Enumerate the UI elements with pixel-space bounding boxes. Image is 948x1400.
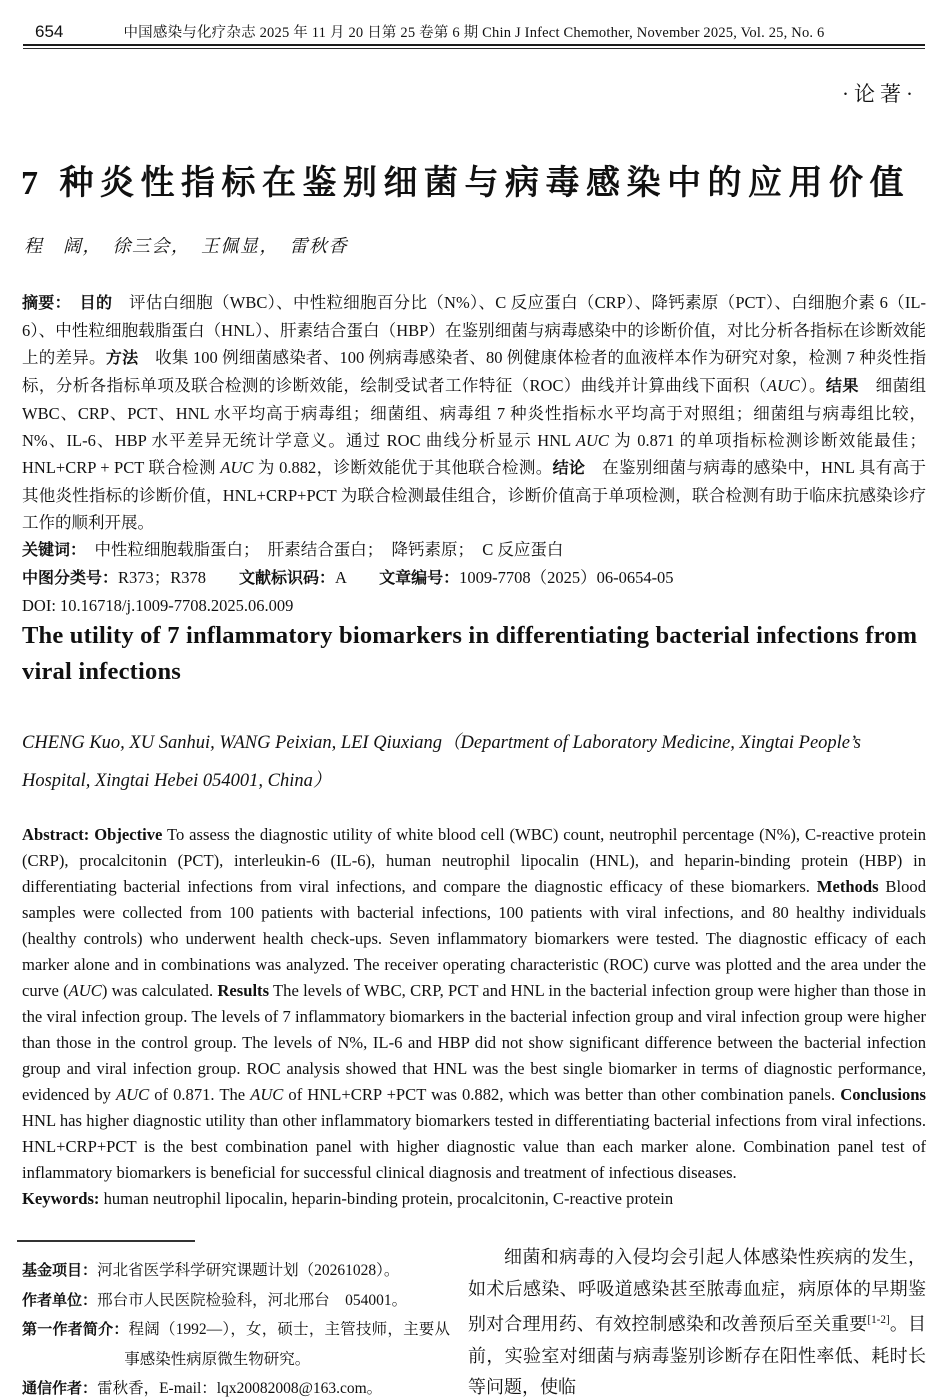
journal-header-line: 中国感染与化疗杂志 2025 年 11 月 20 日第 25 卷第 6 期 Chin J Infect Chemother, November 2025, Vol. 25, No. 6 [123,25,825,41]
classification-line: 中图分类号：R373；R378 文献标识码：A 文章编号：1009-7708（2025）06-0654-05 [22,568,674,587]
abstract-en-text: Abstract: Objective To assess the diagnostic utility of white blood cell (WBC) count, neutrophil percentage (N%), C-reactive protein (CRP), procalcitonin (PCT), interleukin-6 (IL-6), human neutrophil lipocalin (HNL), and heparin-binding protein (HBP) in differentiating bacterial infections from viral infections, and compare the diagnostic efficacy of these biomarkers. Methods Blood samples were collected from 100 patients with bacterial infections, 100 patients with viral infections, and 80 healthy individuals (healthy controls) who underwent health check-ups. Seven inflammatory biomarkers were tested. The diagnostic efficacy of each marker alone and in combinations was analyzed. The receiver operating characteristic (ROC) curve was plotted and the area under the curve (AUC) was calculated. Results The levels of WBC, CRP, PCT and HNL in the bacterial infection group were higher than those in the viral infection group. The levels of 7 inflammatory biomarkers in the bacterial infection group and viral infection group were higher than those in the control group. The levels of N%, IL-6 and HBP did not show significant difference between the bacterial infection group and viral infection group. ROC analysis showed that HNL was the best single biomarker in terms of diagnostic performance, evidenced by AUC of 0.871. The AUC of HNL+CRP +PCT was 0.882, which was better than other combination panels. Conclusions HNL has higher diagnostic utility than other inflammatory biomarkers tested in differentiating bacterial infections from viral infections. HNL+CRP+PCT is the best combination panel with higher diagnostic value than each marker alone. Combination panel test of inflammatory biomarkers is beneficial for successful clinical diagnosis and treatment of infectious diseases. [22,825,926,1182]
keywords-en-line: Keywords: human neutrophil lipocalin, heparin-binding protein, procalcitonin, C-reactive protein [22,1189,674,1208]
authors-cn: 程 阔， 徐三会， 王佩显， 雷秋香 [24,236,348,256]
header-divider [23,44,925,49]
page-header [23,16,925,42]
article-type-label: ·论著· [842,82,918,106]
footnote-first-author: 第一作者简介：程阔（1992—），女，硕士，主管技师，主要从事感染性病原微生物研究。 [22,1321,450,1368]
footnote-block [22,1256,450,1400]
abstract-cn-text: 摘要： 目的 评估白细胞（WBC）、中性粒细胞百分比（N%）、C 反应蛋白（CRP）、降钙素原（PCT）、白细胞介素 6（IL-6）、中性粒细胞载脂蛋白（HNL）、肝素结合蛋白（HBP）在鉴别细菌与病毒感染中的诊断价值，对比分析各指标在诊断效能上的差异。方法 收集 100 例细菌感染者、100 例病毒感染者、80 例健康体检者的血液样本作为研究对象，检测 7 种炎性指标，分析各指标单项及联合检测的诊断效能，绘制受试者工作特征（ROC）曲线并计算曲线下面积（AUC）。结果 细菌组 WBC、CRP、PCT、HNL 水平均高于病毒组；细菌组、病毒组 7 种炎性指标水平均高于对照组；细菌组与病毒组比较，N%、IL-6、HBP 水平差异无统计学意义。通过 ROC 曲线分析显示 HNL AUC 为 0.871 的单项指标检测诊断效能最佳；HNL+CRP + PCT 联合检测 AUC 为 0.882，诊断效能优于其他联合检测。结论 在鉴别细菌与病毒的感染中，HNL 具有高于其他炎性指标的诊断价值，HNL+CRP+PCT 为联合检测最佳组合，诊断价值高于单项检测，联合检测有助于临床抗感染诊疗工作的顺利开展。 [22,293,927,532]
intro-paragraph: 细菌和病毒的入侵均会引起人体感染性疾病的发生，如术后感染、呼吸道感染甚至脓毒血症，病原体的早期鉴别对合理用药、有效控制感染和改善预后至关重要[1-2]。目前，实验室对细菌与病毒鉴别诊断存在阳性率低、耗时长等问题，使临 [468,1247,927,1397]
page-number: 654 [35,22,64,41]
footnote-divider [17,1240,195,1242]
article-title-en: The utility of 7 inflammatory biomarkers in differentiating bacterial infections from viral infections [22,622,918,685]
footnote-affiliation: 作者单位：邢台市人民医院检验科，河北邢台 054001。 [22,1291,408,1309]
abstract-en-block [22,822,926,1212]
article-title-cn: 7 种炎性指标在鉴别细菌与病毒感染中的应用价值 [21,165,910,202]
doi-line: DOI: 10.16718/j.1009-7708.2025.06.009 [22,596,294,615]
abstract-cn-block [22,289,926,619]
footnote-corresponding: 通信作者：雷秋香，E-mail：lqx20082008@163.com。 [22,1380,383,1397]
keywords-cn-line: 关键词： 中性粒细胞载脂蛋白； 肝素结合蛋白； 降钙素原； C 反应蛋白 [22,540,564,559]
authors-en: CHENG Kuo, XU Sanhui, WANG Peixian, LEI Qiuxiang（Department of Laboratory Medicine, Xingtai People’s Hospital, Xingtai Hebei 054001, China） [22,733,861,791]
body-intro-column [468,1242,926,1400]
footnote-fund: 基金项目：河北省医学科学研究课题计划（20261028）。 [22,1262,400,1279]
